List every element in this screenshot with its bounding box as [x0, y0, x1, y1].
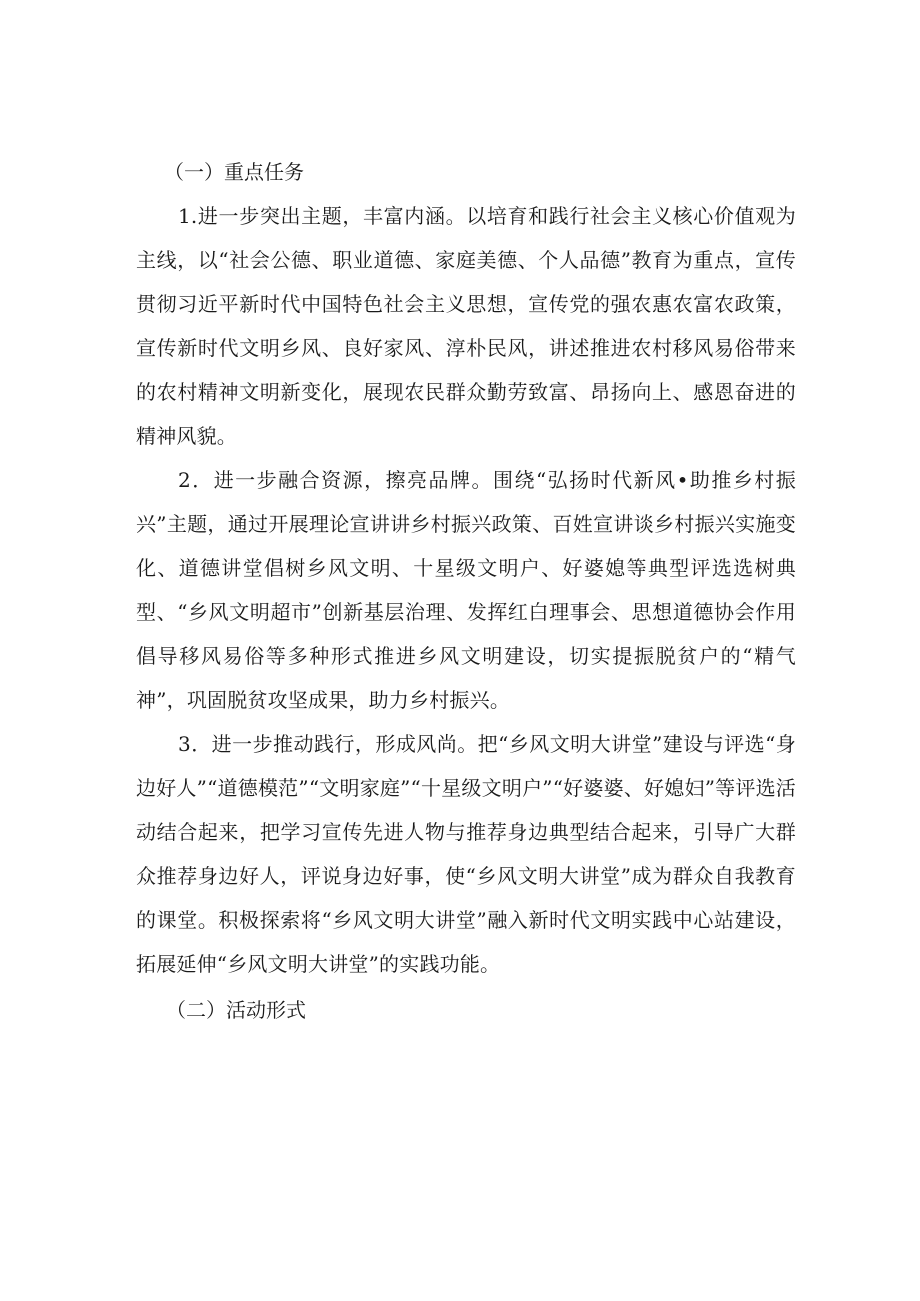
section-heading-activity-forms: （二）活动形式 [166, 998, 306, 1022]
section-heading-key-tasks: （一）重点任务 [164, 160, 304, 184]
document-body [136, 150, 796, 1032]
paragraph-3-promote-practice: 3．进一步推动践行，形成风尚。把“乡风文明大讲堂”建设与评选“身边好人”“道德模范”“文明家庭”“十星级文明户”“好婆婆、好媳妇”等评选活动结合起来，把学习宣传先进人物与推荐身边典型结合起来，引导广大群众推荐身边好人，评说身边好事，使“乡风文明大讲堂”成为群众自我教育的课堂。积极探索将“乡风文明大讲堂”融入新时代文明实践中心站建设，拓展延伸“乡风文明大讲堂”的实践功能。 [136, 732, 796, 976]
paragraph-2-integrate-resources: 2．进一步融合资源，擦亮品牌。围绕“弘扬时代新风•助推乡村振兴”主题，通过开展理论宣讲讲乡村振兴政策、百姓宣讲谈乡村振兴实施变化、道德讲堂倡树乡风文明、十星级文明户、好婆媳等典型评选选树典型、“乡风文明超市”创新基层治理、发挥红白理事会、思想道德协会作用倡导移风易俗等多种形式推进乡风文明建设，切实提振脱贫户的“精气神”，巩固脱贫攻坚成果，助力乡村振兴。 [136, 468, 796, 712]
paragraph-1-highlight-theme: 1.进一步突出主题，丰富内涵。以培育和践行社会主义核心价值观为主线，以“社会公德、职业道德、家庭美德、个人品德”教育为重点，宣传贯彻习近平新时代中国特色社会主义思想，宣传党的强农惠农富农政策，宣传新时代文明乡风、良好家风、淳朴民风，讲述推进农村移风易俗带来的农村精神文明新变化，展现农民群众勤劳致富、昂扬向上、感恩奋进的精神风貌。 [136, 204, 796, 448]
